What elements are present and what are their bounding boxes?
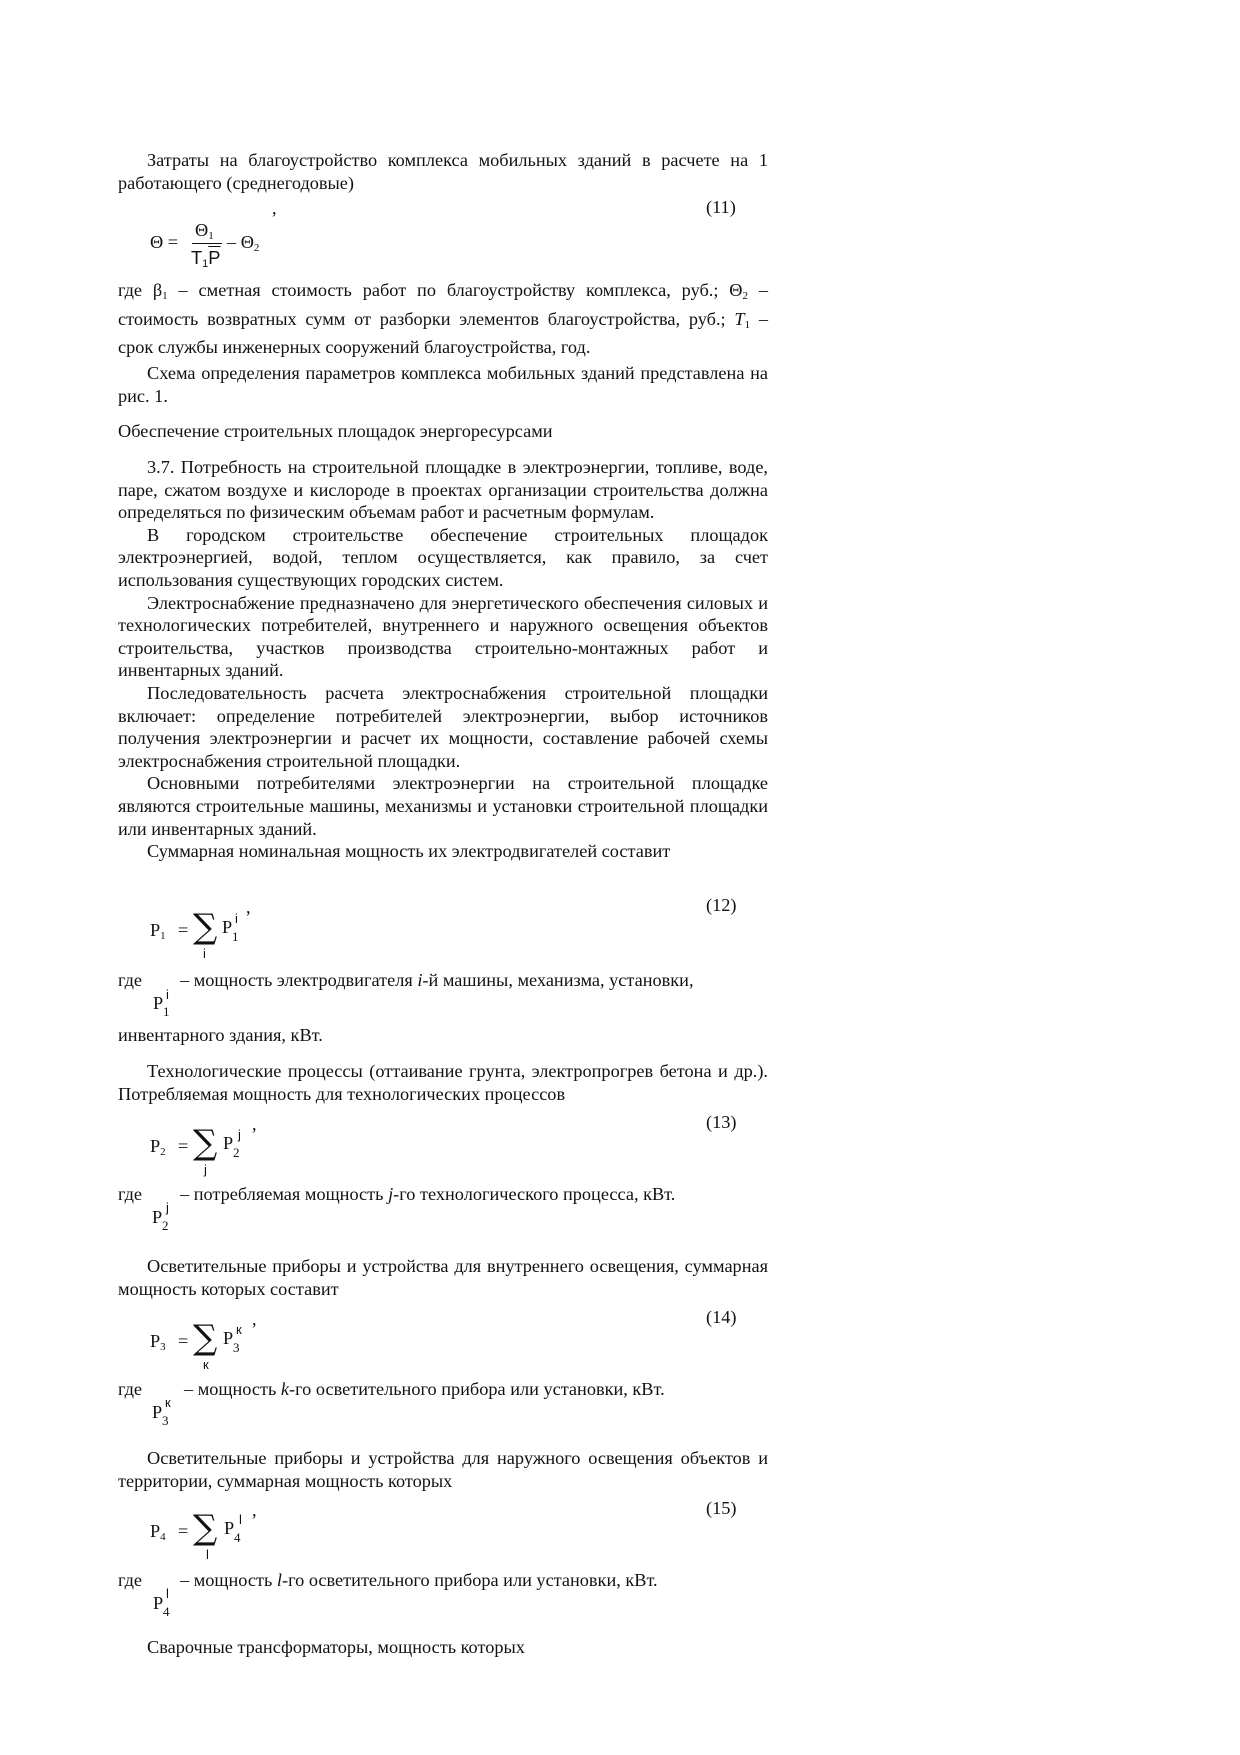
- where13-sym-sup: j: [166, 1200, 169, 1215]
- where13-a: – потребляемая мощность: [180, 1184, 389, 1204]
- where11-sub-b: 2: [742, 290, 748, 302]
- where12-cont: инвентарного здания, кВт.: [118, 1025, 323, 1045]
- eq12-term: [222, 917, 232, 938]
- where14-a: – мощность: [184, 1379, 281, 1399]
- eq14-term-p: P: [223, 1328, 234, 1348]
- eq13-lhs-sub: 2: [160, 1146, 166, 1158]
- where14-italic: k: [280, 1379, 290, 1399]
- where-11-text: [118, 279, 768, 359]
- where11-b: – сметная стоимость работ по благоустройству комплекса, руб.; Θ: [167, 280, 743, 300]
- where14-text: [184, 1378, 665, 1400]
- eq12-limit: i: [203, 946, 206, 961]
- eq12-lhs-sub: 1: [160, 930, 166, 942]
- eq11-lhs: Θ =: [150, 232, 179, 252]
- where14-sym-sup: к: [165, 1395, 171, 1410]
- eq12-term-sup: i: [235, 911, 238, 926]
- eq12-lhs: [150, 920, 166, 942]
- where15-sym: P: [153, 1593, 164, 1613]
- paragraph-tech-text: Технологические процессы (оттаивание грунта, электропрогрев бетона и др.). Потребляемая мощность для технологических процессов: [118, 1061, 768, 1104]
- eq13-lhs-p: P: [150, 1136, 161, 1156]
- where11-a: где β: [118, 280, 163, 300]
- eq14-number: (14): [706, 1307, 737, 1327]
- eq12-number: (12): [706, 895, 737, 915]
- where11-d: – срок службы инженерных сооружений благоустройства, год.: [118, 308, 768, 358]
- where14-sym-sub: 3: [162, 1413, 169, 1428]
- eq13-sigma: ∑: [193, 1123, 218, 1163]
- eq13-term-p: P: [223, 1133, 234, 1153]
- where12-italic: i: [417, 970, 423, 990]
- where12-gde: где: [118, 970, 143, 990]
- eq15-term-sub: 4: [234, 1530, 241, 1545]
- eq15-comma: ,: [252, 1500, 257, 1520]
- where13-sym: P: [152, 1207, 163, 1227]
- paragraph-welding: [118, 1636, 768, 1659]
- where15-text: [180, 1569, 658, 1591]
- where15-gde: где: [118, 1570, 143, 1590]
- eq14-lhs-sub: 3: [160, 1341, 166, 1353]
- eq12-lhs-p: P: [150, 920, 161, 940]
- eq14-lhs-p: P: [150, 1331, 161, 1351]
- eq13-limit: j: [204, 1162, 207, 1177]
- paragraph-supply: Электроснабжение предназначено для энергетического обеспечения силовых и технологических потребителей, внутреннего и наружного освещения объектов строительства, участков производства строительно-монтажных работ и инвентарных зданий.: [118, 592, 768, 681]
- eq15-equals: =: [178, 1521, 189, 1541]
- eq14-lhs: [150, 1331, 166, 1353]
- where15-b: -го осветительного прибора или установки, кВт.: [281, 1570, 658, 1590]
- eq11-den-p: $\overline{P}$: [208, 247, 221, 268]
- where12-sym-sup: i: [166, 987, 169, 1002]
- paragraph-light-internal-text: Осветительные приборы и устройства для внутреннего освещения, суммарная мощность которых составит: [118, 1256, 768, 1299]
- eq12-comma: ,: [246, 897, 251, 917]
- where14-gde: где: [118, 1379, 143, 1399]
- eq11-minus-term: [227, 232, 259, 254]
- eq11-denominator: [191, 247, 221, 270]
- where12-b: -й машины, механизма, установки,: [422, 970, 694, 990]
- eq14-comma: ,: [252, 1309, 257, 1329]
- eq15-lhs: [150, 1521, 166, 1543]
- paragraph-city: В городском строительстве обеспечение строительных площадок электроэнергией, водой, теплом осуществляется, как правило, за счет использования существующих городских систем.: [118, 524, 768, 590]
- paragraph-main-consumers: Основными потребителями электроэнергии на строительной площадке являются строительные машины, механизмы и установки строительной площадки или инвентарных зданий.: [118, 773, 768, 839]
- where15-italic: l: [276, 1570, 282, 1590]
- eq11-minus-sub: 2: [253, 242, 260, 254]
- paragraph-costs: [118, 149, 768, 194]
- where15-sym-sub: 4: [163, 1604, 170, 1619]
- where13-gde: где: [118, 1184, 143, 1204]
- eq15-number: (15): [706, 1498, 737, 1518]
- eq12-term-sub: 1: [232, 929, 239, 944]
- paragraph-costs-text: Затраты на благоустройство комплекса мобильных зданий в расчете на 1 работающего (среднегодовые): [118, 150, 768, 193]
- where11-sub-a: 1: [162, 290, 168, 302]
- where15-sym-sup: l: [166, 1586, 169, 1601]
- paragraph-light-internal: [118, 1255, 768, 1300]
- paragraph-tech: [118, 1060, 768, 1105]
- paragraph-sequence: Последовательность расчета электроснабжения строительной площадки включает: определение потребителей электроэнергии, выбор источников получения электроэнергии и расчет их мощности, составление рабочей схемы электроснабжения строительной площадки.: [118, 682, 768, 771]
- eq11-den-sub: 1: [202, 258, 209, 270]
- eq12-term-p: P: [222, 917, 233, 937]
- eq14-sigma: ∑: [193, 1318, 218, 1358]
- paragraph-scheme-text: Схема определения параметров комплекса мобильных зданий представлена на рис. 1.: [118, 363, 768, 406]
- eq12-sigma: ∑: [193, 907, 218, 947]
- eq11-number: (11): [706, 197, 736, 217]
- eq13-term-sub: 2: [233, 1145, 240, 1160]
- eq14-equals: =: [178, 1331, 189, 1351]
- eq14-term-sup: к: [236, 1322, 242, 1337]
- eq13-number: (13): [706, 1112, 737, 1132]
- where11-c: – стоимость возвратных сумм от разборки элементов благоустройства, руб.;: [118, 280, 769, 329]
- where11-t: T: [734, 308, 745, 329]
- eq14-limit: к: [203, 1357, 209, 1372]
- eq11-comma: ,: [272, 198, 277, 218]
- paragraph-scheme: [118, 362, 768, 407]
- eq15-lhs-sub: 4: [160, 1531, 166, 1543]
- eq13-lhs: [150, 1136, 166, 1158]
- where11-sub-c: 1: [744, 318, 751, 331]
- eq13-comma: ,: [252, 1114, 257, 1134]
- paragraph-light-external: [118, 1447, 768, 1492]
- eq13-equals: =: [178, 1136, 189, 1156]
- eq15-limit: l: [206, 1547, 209, 1562]
- eq11-num-sub: 1: [208, 230, 214, 242]
- where13-sym-sub: 2: [162, 1218, 169, 1233]
- where14-b: -го осветительного прибора или установки, кВт.: [289, 1379, 665, 1399]
- eq11-den-t: T: [191, 247, 203, 268]
- body-block: [118, 456, 768, 863]
- where12-a: – мощность электродвигателя: [180, 970, 418, 990]
- eq15-term-sup: l: [239, 1512, 242, 1527]
- eq11-fraction-bar: [192, 243, 222, 244]
- eq13-term-sup: j: [238, 1127, 241, 1142]
- paragraph-sum-power: Суммарная номинальная мощность их электродвигателей составит: [147, 841, 671, 862]
- where12-text: [180, 969, 770, 991]
- eq15-lhs-p: P: [150, 1521, 161, 1541]
- where14-sym: P: [152, 1402, 163, 1422]
- paragraph-welding-text: Сварочные трансформаторы, мощность которых: [147, 1637, 525, 1657]
- eq12-equals: =: [178, 920, 189, 940]
- eq11-numerator: [195, 220, 214, 242]
- where-11: [118, 279, 768, 359]
- section-heading-text: Обеспечение строительных площадок энергоресурсами: [118, 421, 553, 441]
- section-heading: [118, 420, 768, 443]
- where15-a: – мощность: [180, 1570, 277, 1590]
- eq15-sigma: ∑: [193, 1508, 218, 1548]
- where12-sym: P: [153, 993, 164, 1013]
- eq11-minus: – Θ: [227, 232, 254, 252]
- where13-italic: j: [388, 1184, 394, 1204]
- paragraph-3-7: 3.7. Потребность на строительной площадке в электроэнергии, топливе, воде, паре, сжатом воздухе и кислороде в проектах организации строительства должна определяться по физическим объемам работ и расчетным формулам.: [118, 457, 768, 523]
- where13-b: -го технологического процесса, кВт.: [393, 1184, 676, 1204]
- eq11-num-symbol: Θ: [195, 220, 209, 240]
- eq14-term-sub: 3: [233, 1340, 240, 1355]
- where13-text: [180, 1183, 675, 1205]
- eq15-term-p: P: [224, 1518, 235, 1538]
- paragraph-light-external-text: Осветительные приборы и устройства для наружного освещения объектов и территории, суммарная мощность которых: [118, 1448, 768, 1491]
- where12-sym-sub: 1: [163, 1004, 170, 1019]
